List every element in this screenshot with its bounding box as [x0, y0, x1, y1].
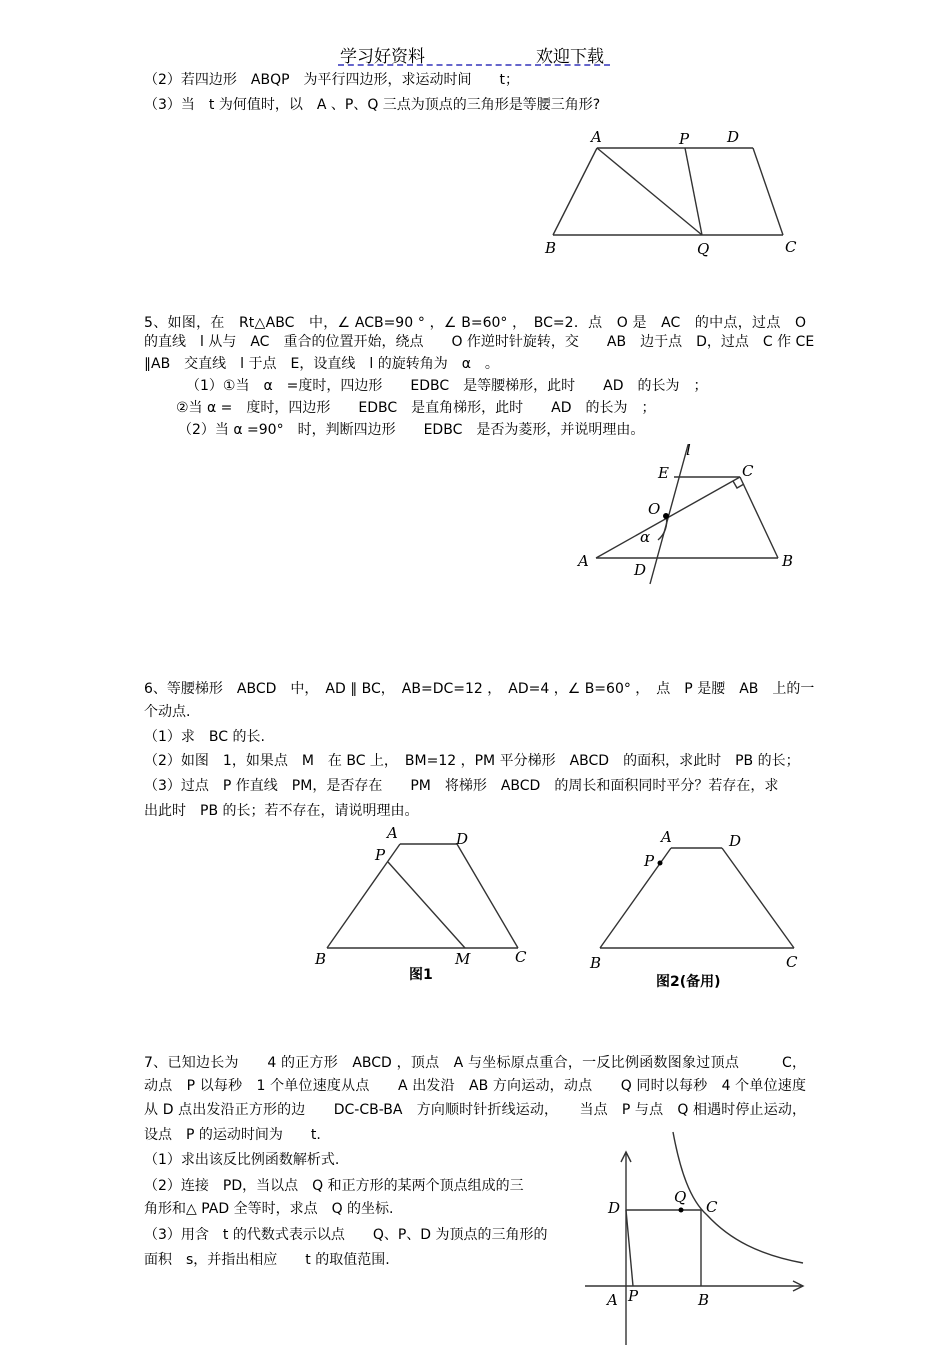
q5-part2: （2）当 α =90° 时，判断四边形 EDBC 是否为菱形，并说明理由。 — [178, 422, 645, 438]
q4-label-a: A — [591, 128, 602, 146]
q5-label-alpha: α — [640, 528, 651, 546]
q6-part1: （1）求 BC 的长. — [144, 729, 265, 745]
q6-fig2-label-a: A — [661, 828, 672, 846]
q6-figure-1 — [305, 822, 545, 992]
header-divider — [338, 64, 610, 66]
q4-part2: （2）若四边形 ABQP 为平行四边形，求运动时间 t； — [144, 72, 520, 88]
q4-label-q: Q — [697, 240, 710, 258]
q4-label-c: C — [785, 238, 797, 256]
q5-label-a: A — [578, 552, 589, 570]
q6-fig1-label-d: D — [456, 830, 469, 848]
q5-part1a: （1）①当 α =度时，四边形 EDBC 是等腰梯形，此时 AD 的长为 ； — [186, 378, 708, 394]
q6-fig2-label-c: C — [786, 953, 798, 971]
header-right-title: 欢迎下载 — [536, 47, 604, 67]
q6-figure-2 — [585, 826, 815, 996]
q5-figure-rotating-line — [570, 440, 810, 590]
q6-fig1-caption: 图1 — [409, 967, 433, 983]
q5-label-b: B — [782, 552, 794, 570]
q7-part2-cont: 角形和△ PAD 全等时，求点 Q 的坐标. — [144, 1201, 394, 1217]
q6-line1: 6、等腰梯形 ABCD 中， AD ∥ BC， AB=DC=12 ， AD=4 ，∠ B=60° ， 点 P 是腰 AB 上的一 — [144, 681, 815, 697]
q5-label-l: l — [686, 441, 691, 459]
q7-line1: 7、已知边长为 4 的正方形 ABCD ，顶点 A 与坐标原点重合，一反比例函数图象过顶点 C， — [144, 1055, 806, 1071]
header-left-title: 学习好资料 — [340, 47, 425, 67]
q6-part3-cont: 出此时 PB 的长；若不存在，请说明理由。 — [144, 803, 419, 819]
q7-part3: （3）用含 t 的代数式表示以点 Q、P、D 为顶点的三角形的 — [144, 1227, 548, 1243]
q4-label-d: D — [727, 128, 740, 146]
q5-line1: 5、如图，在 Rt△ABC 中，∠ ACB=90 ° ，∠ B=60° ， BC=2．点 O 是 AC 的中点，过点 O — [144, 315, 806, 331]
q4-label-p: P — [679, 130, 690, 148]
q7-line4: 设点 P 的运动时间为 t. — [144, 1127, 321, 1143]
q6-fig1-label-p: P — [375, 846, 386, 864]
q7-line3: 从 D 点出发沿正方形的边 DC-CB-BA 方向顺时针折线运动， 当点 P 与点 Q 相遇时停止运动， — [144, 1102, 806, 1118]
q5-label-e: E — [658, 464, 669, 482]
q6-fig2-label-b: B — [590, 954, 602, 972]
q7-label-q: Q — [674, 1188, 687, 1206]
q6-fig2-caption: 图2(备用) — [656, 974, 721, 990]
q7-figure-coordinate-square — [585, 1130, 810, 1345]
q6-part2: （2）如图 1，如果点 M 在 BC 上， BM=12 ，PM 平分梯形 ABCD 的面积，求此时 PB 的长； — [144, 753, 800, 769]
q6-line2: 个动点. — [144, 704, 191, 720]
q6-fig2-label-d: D — [729, 832, 742, 850]
q7-part2: （2）连接 PD，当以点 Q 和正方形的某两个顶点组成的三 — [144, 1178, 524, 1194]
q6-part3: （3）过点 P 作直线 PM，是否存在 PM 将梯形 ABCD 的周长和面积同时平分？若存在，求 — [144, 778, 779, 794]
q7-label-c: C — [706, 1198, 718, 1216]
q4-figure-parallelogram-trapezoid — [535, 122, 815, 262]
q7-label-p: P — [628, 1287, 639, 1305]
q6-fig1-label-m: M — [455, 950, 471, 968]
q6-fig1-label-c: C — [515, 948, 527, 966]
q5-label-o: O — [648, 500, 661, 518]
q7-label-b: B — [698, 1291, 710, 1309]
q4-label-b: B — [545, 239, 557, 257]
q7-part3-cont: 面积 s，并指出相应 t 的取值范围. — [144, 1252, 390, 1268]
q5-label-c: C — [742, 462, 754, 480]
q7-label-a: A — [607, 1291, 618, 1309]
q4-part3: （3）当 t 为何值时，以 A 、P、Q 三点为顶点的三角形是等腰三角形? — [144, 97, 601, 113]
q7-label-d: D — [608, 1199, 621, 1217]
q5-line3: ∥AB 交直线 l 于点 E，设直线 l 的旋转角为 α 。 — [144, 356, 499, 372]
q5-line2: 的直线 l 从与 AC 重合的位置开始，绕点 O 作逆时针旋转，交 AB 边于点 D，过点 C 作 CE — [144, 334, 815, 350]
q7-part1: （1）求出该反比例函数解析式. — [144, 1152, 340, 1168]
q6-fig1-label-b: B — [315, 950, 327, 968]
q6-fig1-label-a: A — [387, 824, 398, 842]
q5-label-d: D — [634, 561, 647, 579]
q5-part1b: ②当 α = 度时，四边形 EDBC 是直角梯形，此时 AD 的长为 ； — [176, 400, 656, 416]
q6-fig2-label-p: P — [644, 852, 655, 870]
q7-line2: 动点 P 以每秒 1 个单位速度从点 A 出发沿 AB 方向运动，动点 Q 同时以每秒 4 个单位速度 — [144, 1078, 806, 1094]
